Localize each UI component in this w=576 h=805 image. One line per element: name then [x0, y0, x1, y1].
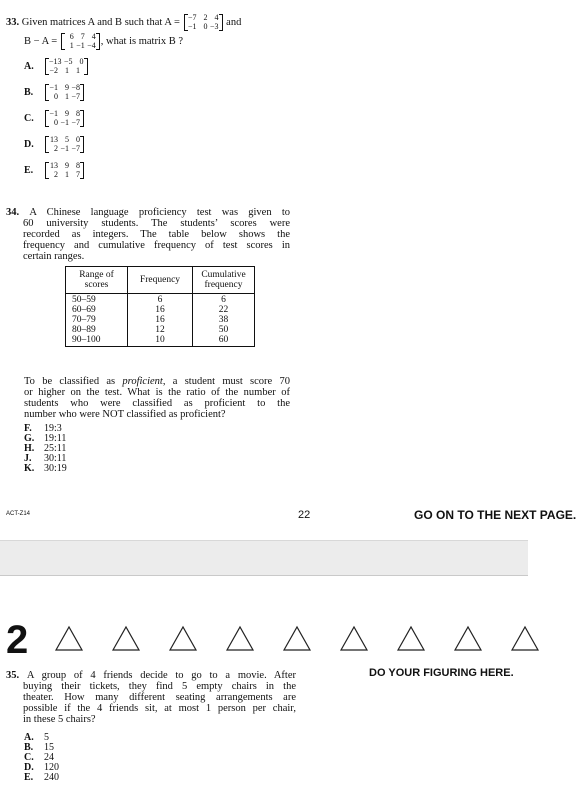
- matrix-entry: −7: [71, 143, 80, 153]
- table-cell-value: 16: [155, 315, 165, 325]
- matrix-entry: −1: [60, 143, 69, 153]
- matrix-entry: −5: [64, 57, 73, 66]
- option-label: F.: [24, 423, 32, 434]
- question-34-stem: [6, 207, 290, 262]
- option-label: C.: [24, 752, 34, 763]
- option-label: D.: [24, 762, 34, 773]
- text-line: number who were NOT classified as proficient?: [24, 409, 226, 420]
- option-label: B.: [24, 86, 34, 98]
- frequency-table: [65, 266, 255, 347]
- matrix-a: [184, 14, 223, 31]
- matrix-row: [48, 145, 81, 154]
- matrix-entry: 1: [65, 91, 69, 101]
- option-label: E.: [24, 164, 34, 176]
- option-value: 25:11: [44, 443, 67, 454]
- matrix-row: [48, 119, 81, 128]
- triangle-icon: [227, 627, 253, 650]
- matrix-entry: 1: [69, 40, 74, 50]
- triangle-icon: [56, 627, 82, 650]
- table-cell-value: 50: [218, 325, 229, 335]
- option-matrix: [45, 136, 84, 153]
- text-line: possible if the 4 friends sit, at most 1 person per chair,: [23, 703, 296, 714]
- text-line: 35. A group of 4 friends decide to go to a movie. After: [6, 670, 297, 681]
- text-line: certain ranges.: [23, 251, 85, 262]
- question-33-stem: [6, 14, 241, 31]
- matrix-entry: 0: [76, 135, 80, 144]
- matrix-row: [64, 42, 97, 51]
- question-35-stem: [6, 670, 296, 725]
- question-text: [24, 376, 290, 420]
- matrix-entry: −7: [188, 13, 197, 22]
- text-line: 60 university students. The students’ scores were: [23, 218, 290, 229]
- text-line: buying their tickets, they find 5 empty chairs in the: [23, 681, 296, 692]
- table-header: Cumulative frequency: [193, 267, 255, 294]
- section-number: 2: [6, 618, 29, 662]
- option-value: 240: [44, 772, 59, 783]
- matrix-entry: −1: [188, 21, 197, 31]
- triangle-icon: [113, 627, 139, 650]
- matrix-entry: 9: [65, 161, 69, 170]
- option-value: 15: [44, 742, 54, 753]
- answer-option[interactable]: [24, 136, 85, 153]
- option-label: A.: [24, 732, 34, 743]
- answer-option[interactable]: [24, 110, 85, 127]
- matrix-entry: 0: [79, 57, 84, 66]
- triangle-icon: [341, 627, 367, 650]
- question-text: , what is matrix B ?: [100, 35, 184, 47]
- question-number: 34.: [6, 207, 30, 218]
- text-line: students who were classified as proficient to the: [24, 398, 290, 409]
- option-value: 5: [44, 732, 49, 743]
- matrix-entry: −13: [49, 57, 62, 66]
- question-text: B − A =: [24, 35, 58, 47]
- matrix-b-minus-a: [61, 33, 100, 50]
- figuring-label: DO YOUR FIGURING HERE.: [369, 667, 514, 679]
- matrix-entry: 2: [54, 143, 58, 153]
- text-line: or higher on the test. What is the ratio of the number of: [24, 387, 290, 398]
- matrix-entry: 9: [65, 109, 69, 118]
- matrix-row: [48, 93, 81, 102]
- option-matrix: [45, 110, 84, 127]
- matrix-entry: −4: [87, 40, 96, 50]
- matrix-entry: 2: [203, 13, 208, 22]
- table-cell: [66, 294, 128, 347]
- option-label: G.: [24, 433, 35, 444]
- matrix-row: [48, 67, 85, 76]
- option-label: A.: [24, 60, 34, 72]
- matrix-entry: 4: [214, 13, 219, 22]
- option-label: D.: [24, 138, 34, 150]
- question-34-followup: [24, 376, 290, 420]
- table-cell-value: 22: [218, 305, 229, 315]
- text-line: recorded as integers. The table below shows the: [23, 229, 290, 240]
- matrix-entry: 1: [76, 65, 80, 75]
- option-label: E.: [24, 772, 34, 783]
- matrix-entry: 13: [50, 135, 58, 144]
- page-23: [0, 576, 528, 805]
- table-cell-value: 60–69: [72, 305, 96, 315]
- text-line: in these 5 chairs?: [23, 714, 96, 725]
- matrix-entry: 0: [54, 117, 58, 127]
- table-cell-value: 70–79: [72, 315, 96, 325]
- matrix-entry: 0: [54, 91, 58, 101]
- matrix-entry: −1: [49, 109, 58, 118]
- table-header: Range of scores: [66, 267, 128, 294]
- matrix-entry: 1: [65, 169, 69, 179]
- text-line: frequency and cumulative frequency of test scores in: [23, 240, 290, 251]
- matrix-row: [48, 171, 81, 180]
- matrix-entry: 8: [76, 109, 80, 118]
- question-text: [6, 670, 296, 725]
- matrix-entry: 5: [65, 135, 69, 144]
- table-cell-value: 60: [218, 335, 229, 345]
- page-gap: [0, 540, 528, 577]
- matrix-entry: 8: [76, 161, 80, 170]
- answer-option[interactable]: [24, 464, 67, 474]
- page-number: 22: [298, 509, 311, 521]
- matrix-entry: 7: [76, 169, 80, 179]
- question-number: 33.: [6, 16, 20, 28]
- answer-option[interactable]: [24, 773, 59, 783]
- answer-option[interactable]: [24, 162, 85, 179]
- option-matrix: [45, 58, 88, 75]
- matrix-entry: −1: [76, 40, 85, 50]
- answer-option[interactable]: [24, 84, 85, 101]
- matrix-entry: −3: [210, 21, 219, 31]
- option-label: B.: [24, 742, 34, 753]
- triangle-row: [54, 624, 528, 652]
- table-cell-value: 50–59: [72, 295, 96, 305]
- answer-option[interactable]: [24, 58, 89, 75]
- option-value: 30:19: [44, 463, 67, 474]
- option-value: 30:11: [44, 453, 67, 464]
- option-value: 19:3: [44, 423, 62, 434]
- table-cell-value: 10: [155, 335, 165, 345]
- question-number: 35.: [6, 670, 27, 681]
- text-line: 34. A Chinese language proficiency test was given to: [6, 207, 291, 218]
- question-text: and: [226, 16, 242, 28]
- text-line: To be classified as proficient, a student must score 70: [24, 376, 290, 387]
- matrix-entry: 0: [203, 21, 208, 31]
- table-cell-value: 90–100: [72, 335, 101, 345]
- matrix-entry: 9: [65, 83, 69, 92]
- table-cell-value: 6: [221, 295, 226, 305]
- matrix-entry: 13: [50, 161, 58, 170]
- matrix-entry: 2: [54, 169, 58, 179]
- question-text: Given matrices A and B such that A =: [21, 16, 180, 28]
- option-matrix: [45, 162, 84, 179]
- matrix-entry: −7: [71, 91, 80, 101]
- option-label: J.: [24, 453, 32, 464]
- matrix-entry: 1: [65, 65, 69, 75]
- matrix-entry: 7: [80, 32, 85, 41]
- question-33-stem-line2: [24, 33, 183, 50]
- matrix-row: [187, 23, 220, 32]
- option-label: C.: [24, 112, 34, 124]
- matrix-entry: −8: [71, 83, 80, 92]
- form-code: ACT-Z14: [6, 511, 31, 517]
- matrix-entry: −7: [71, 117, 80, 127]
- option-value: 120: [44, 762, 59, 773]
- table-cell: [193, 294, 255, 347]
- matrix-entry: −1: [49, 83, 58, 92]
- option-value: 19:11: [44, 433, 67, 444]
- matrix-entry: 6: [69, 32, 74, 41]
- option-label: K.: [24, 463, 35, 474]
- option-value: 24: [44, 752, 54, 763]
- option-label: H.: [24, 443, 35, 454]
- table-header: Frequency: [128, 267, 193, 294]
- matrix-entry: 4: [91, 32, 96, 41]
- triangle-icon: [398, 627, 424, 650]
- table-cell-value: 12: [155, 325, 165, 335]
- matrix-entry: −2: [49, 65, 58, 75]
- triangle-icon: [170, 627, 196, 650]
- table-cell-value: 80–89: [72, 325, 96, 335]
- table-cell: [128, 294, 193, 347]
- table-cell-value: 38: [218, 315, 229, 325]
- table-cell-value: 6: [157, 295, 163, 305]
- matrix-entry: −1: [60, 117, 69, 127]
- text-line: theater. How many different seating arrangements are: [23, 692, 296, 703]
- triangle-icon: [284, 627, 310, 650]
- option-matrix: [45, 84, 84, 101]
- triangle-icon: [455, 627, 481, 650]
- triangle-icon: [512, 627, 538, 650]
- go-on-label: GO ON TO THE NEXT PAGE.: [414, 508, 576, 522]
- question-text: [6, 207, 290, 262]
- table-cell-value: 16: [155, 305, 165, 315]
